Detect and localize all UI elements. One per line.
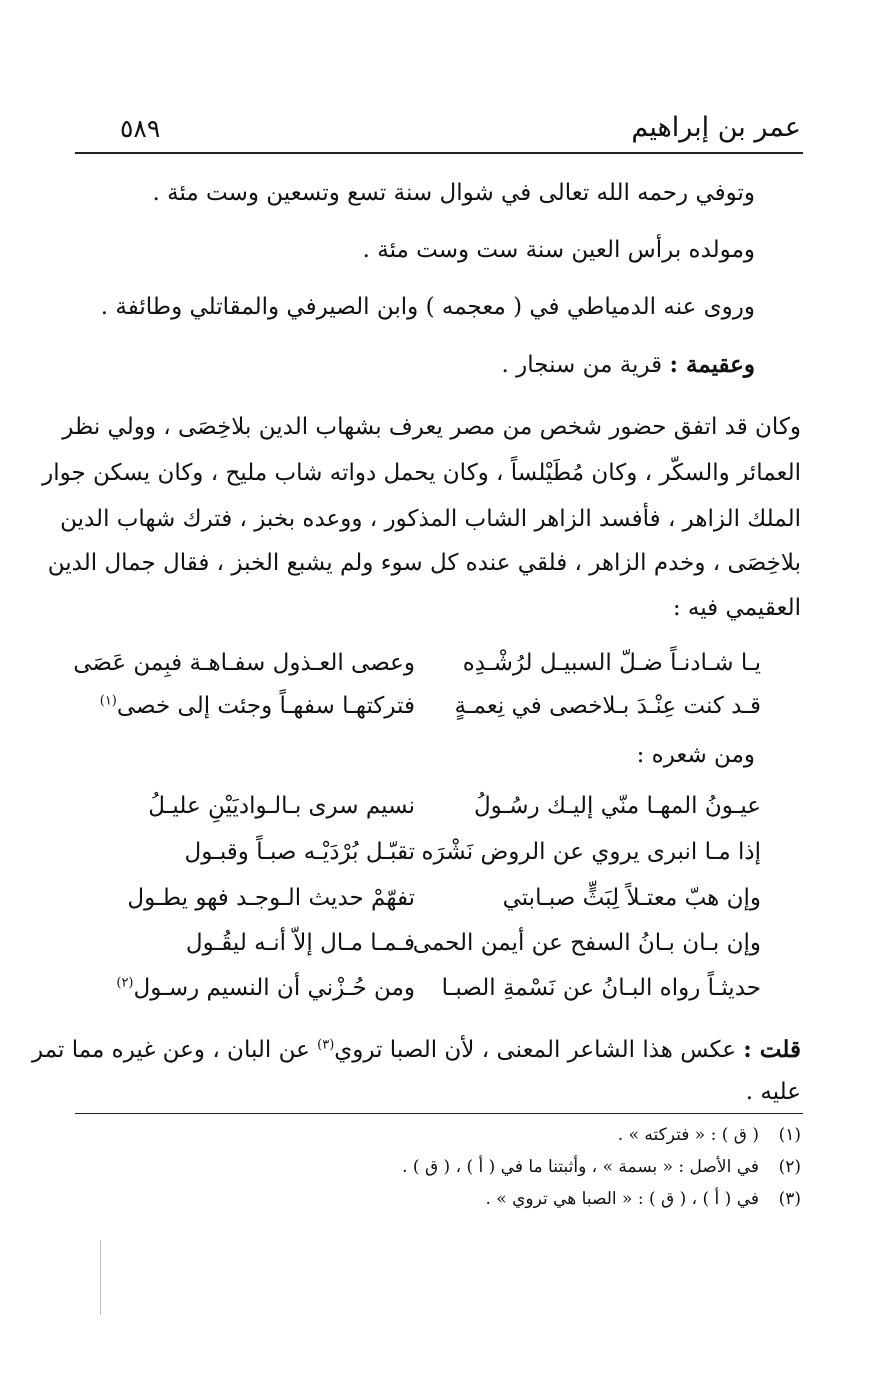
- verse-hemistich-left: وعصى العـذول سفـاهـة فبِمن عَصَى: [73, 650, 415, 676]
- verse-hemistich-left: [100, 693, 415, 719]
- verse-hemistich-left: نسيم سرى بـالـواديَيْنِ عليـلُ: [148, 793, 415, 819]
- page-number: ٥٨٩: [120, 114, 161, 143]
- verse-hemistich-right: يـا شـادنـاً ضـلّ السبيـل لرُشْـدِه: [462, 650, 761, 676]
- verse-hemistich-right: إذا مـا انبرى يروي عن الروض نَشْرَه: [421, 839, 761, 865]
- qult-text-a: عكس هذا الشاعر المعنى ، لأن الصبا تروي: [334, 1037, 744, 1063]
- narration-line: وروى عنه الدمياطي في ( معجمه ) وابن الصيرفي والمقاتلي وطائفة .: [100, 294, 755, 320]
- footnote-text: في الأصل : « بسمة » ، وأثبتنا ما في ( أ ) ، ( ق ) .: [402, 1157, 759, 1177]
- aqima-definition: قرية من سنجار .: [501, 352, 670, 378]
- death-line: وتوفي رحمه الله تعالى في شوال سنة تسع وتسعين وست مئة .: [152, 180, 755, 206]
- running-header-title: عمر بن إبراهيم: [631, 112, 801, 143]
- verse-hemistich-left: تقبّـل بُرْدَيْـه صبـاً وقبـول: [184, 839, 415, 865]
- footnote-text: ( ق ) : « فتركته » .: [617, 1125, 759, 1145]
- poem-intro: ومن شعره :: [636, 742, 755, 768]
- footnote: [402, 1157, 801, 1177]
- footnote-number: (١): [778, 1125, 801, 1145]
- verse-text: فتركتهـا سفهـاً وجئت إلى خصى: [116, 693, 415, 719]
- footnote-number: (٢): [778, 1157, 801, 1177]
- footnote-marker: (١): [99, 693, 117, 709]
- paragraph-line: الملك الزاهر ، فأفسد الزاهر الشاب المذكور ، ووعده بخبز ، فترك شهاب الدين: [60, 506, 801, 532]
- header-rule: [75, 152, 803, 154]
- footnote-marker: (٣): [317, 1037, 335, 1053]
- verse-hemistich-right: وإن هبّ معتـلاً لِبَثٍّ صبـابتي: [502, 885, 761, 911]
- paragraph-line: العمائر والسكّر ، وكان مُطَيْلساً ، وكان يحمل دواته شاب مليح ، وكان يسكن جوار: [42, 460, 801, 486]
- paragraph-line: العقيمي فيه :: [672, 595, 801, 621]
- verse-hemistich-left: فـمـا مـال إلاّ أنـه ليقُـول: [185, 930, 415, 956]
- qult-text-b: عن البان ، وعن غيره مما تمر: [32, 1037, 318, 1063]
- footnote: [485, 1189, 801, 1209]
- footnote-marker: (٢): [116, 975, 134, 991]
- qult-line-end: عليه .: [745, 1079, 801, 1105]
- aqima-term: وعقيمة :: [669, 351, 755, 378]
- verse-hemistich-right: عيـونُ المهـا منّي إليـك رسُـولُ: [473, 793, 761, 819]
- qult-line: [32, 1036, 801, 1063]
- aqima-line: [501, 351, 755, 378]
- paragraph-line: وكان قد اتفق حضور شخص من مصر يعرف بشهاب الدين بلاخِصَى ، وولي نظر: [62, 414, 801, 440]
- scan-margin-mark: [100, 1240, 101, 1315]
- footnote: [618, 1125, 801, 1145]
- verse-hemistich-left: تفهّمْ حديث الـوجـد فهو يطـول: [127, 885, 415, 911]
- verse-text: ومن حُـزْني أن النسيم رسـول: [133, 975, 415, 1001]
- birth-line: ومولده برأس العين سنة ست وست مئة .: [362, 237, 755, 263]
- qult-term: قلت :: [743, 1036, 801, 1063]
- footnote-number: (٣): [778, 1189, 801, 1209]
- verse-hemistich-right: حديثـاً رواه البـانُ عن نَسْمةِ الصبـا: [441, 975, 761, 1001]
- footnote-rule: [75, 1113, 803, 1114]
- paragraph-line: بلاخِصَى ، وخدم الزاهر ، فلقي عنده كل سوء ولم يشبع الخبز ، فقال جمال الدين: [47, 550, 801, 576]
- verse-hemistich-left: [116, 975, 415, 1001]
- verse-hemistich-right: قـد كنت عِنْـدَ بـلاخصى في نِعمـةٍ: [454, 693, 761, 719]
- verse-hemistich-right: وإن بـان بـانُ السفح عن أيمن الحمى: [412, 930, 761, 956]
- footnote-text: في ( أ ) ، ( ق ) : « الصبا هي تروي » .: [485, 1189, 759, 1209]
